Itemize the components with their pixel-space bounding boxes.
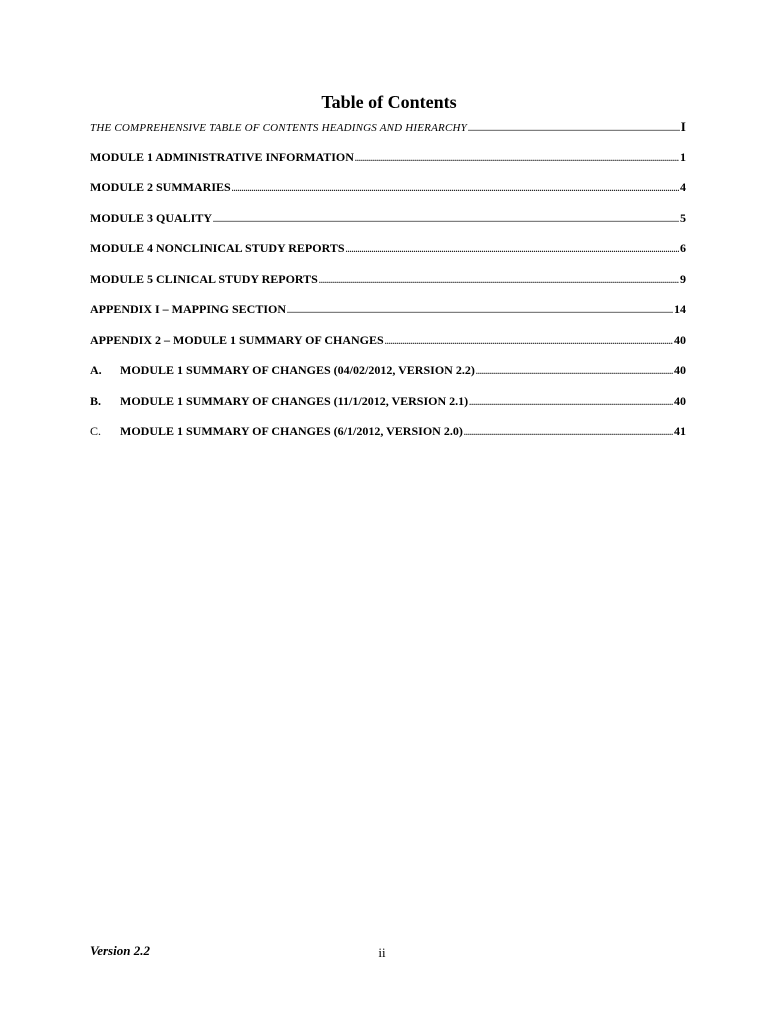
toc-entry-label: MODULE 1 SUMMARY OF CHANGES (11/1/2012, VERSION 2.1) <box>120 393 469 408</box>
toc-entry-label: MODULE 1 SUMMARY OF CHANGES (04/02/2012, VERSION 2.2) <box>120 363 475 377</box>
page-title: Table of Contents <box>321 92 457 112</box>
toc-entry-label: MODULE 3 QUALITY <box>90 210 213 225</box>
toc-entry-label: MODULE 2 SUMMARIES <box>90 180 231 194</box>
toc-entry-page: 1 <box>680 149 686 164</box>
toc-entry-appendix-2-b[interactable] <box>90 394 686 425</box>
toc-entry-label: MODULE 5 CLINICAL STUDY REPORTS <box>90 271 318 286</box>
dot-leader <box>476 368 673 376</box>
dot-leader <box>468 125 680 133</box>
toc-entry-page: I <box>680 119 686 134</box>
toc-entry-page: 40 <box>674 332 686 347</box>
toc-entry-module-2[interactable] <box>90 180 686 211</box>
toc-entry-letter: A. <box>90 363 102 377</box>
toc-entry-page: 14 <box>674 302 686 316</box>
toc-entry-module-3[interactable] <box>90 211 686 242</box>
toc-entry-comprehensive-toc[interactable] <box>90 119 686 150</box>
toc-entry-letter: C. <box>90 424 102 438</box>
toc-entry-letter: B. <box>90 393 102 408</box>
toc-entry-page: 40 <box>674 393 686 408</box>
dot-leader <box>287 307 673 315</box>
toc-entry-page: 40 <box>674 363 686 377</box>
dot-leader <box>232 185 679 193</box>
toc-entry-module-4[interactable] <box>90 241 686 272</box>
toc-entry-page: 9 <box>680 271 686 286</box>
footer-page-number: ii <box>378 945 386 960</box>
toc-entry-appendix-1[interactable] <box>90 302 686 333</box>
dot-leader <box>385 338 673 346</box>
toc-entry-appendix-2-a[interactable] <box>90 363 686 394</box>
toc-entry-label: THE COMPREHENSIVE TABLE OF CONTENTS HEADINGS AND HIERARCHY <box>90 122 467 134</box>
toc-entry-appendix-2[interactable] <box>90 333 686 364</box>
toc-entry-label: MODULE 1 SUMMARY OF CHANGES (6/1/2012, VERSION 2.0) <box>120 424 463 438</box>
dot-leader <box>213 216 679 224</box>
toc-entry-appendix-2-c[interactable] <box>90 424 686 455</box>
toc-entry-module-5[interactable] <box>90 272 686 303</box>
toc-entry-page: 41 <box>674 424 686 438</box>
dot-leader <box>319 277 679 285</box>
toc-entry-page: 5 <box>680 210 686 225</box>
dot-leader <box>346 246 679 254</box>
toc-entry-module-1[interactable] <box>90 150 686 181</box>
toc-entry-page: 6 <box>680 241 686 255</box>
dot-leader <box>355 155 679 163</box>
toc-entry-label: APPENDIX 2 – MODULE 1 SUMMARY OF CHANGES <box>90 332 384 347</box>
dot-leader <box>464 429 673 437</box>
footer-version: Version 2.2 <box>90 943 150 958</box>
table-of-contents <box>90 119 686 455</box>
toc-entry-label: APPENDIX I – MAPPING SECTION <box>90 302 287 316</box>
toc-entry-label: MODULE 4 NONCLINICAL STUDY REPORTS <box>90 241 345 255</box>
toc-entry-page: 4 <box>680 180 686 194</box>
dot-leader <box>469 399 673 407</box>
toc-entry-label: MODULE 1 ADMINISTRATIVE INFORMATION <box>90 149 354 164</box>
